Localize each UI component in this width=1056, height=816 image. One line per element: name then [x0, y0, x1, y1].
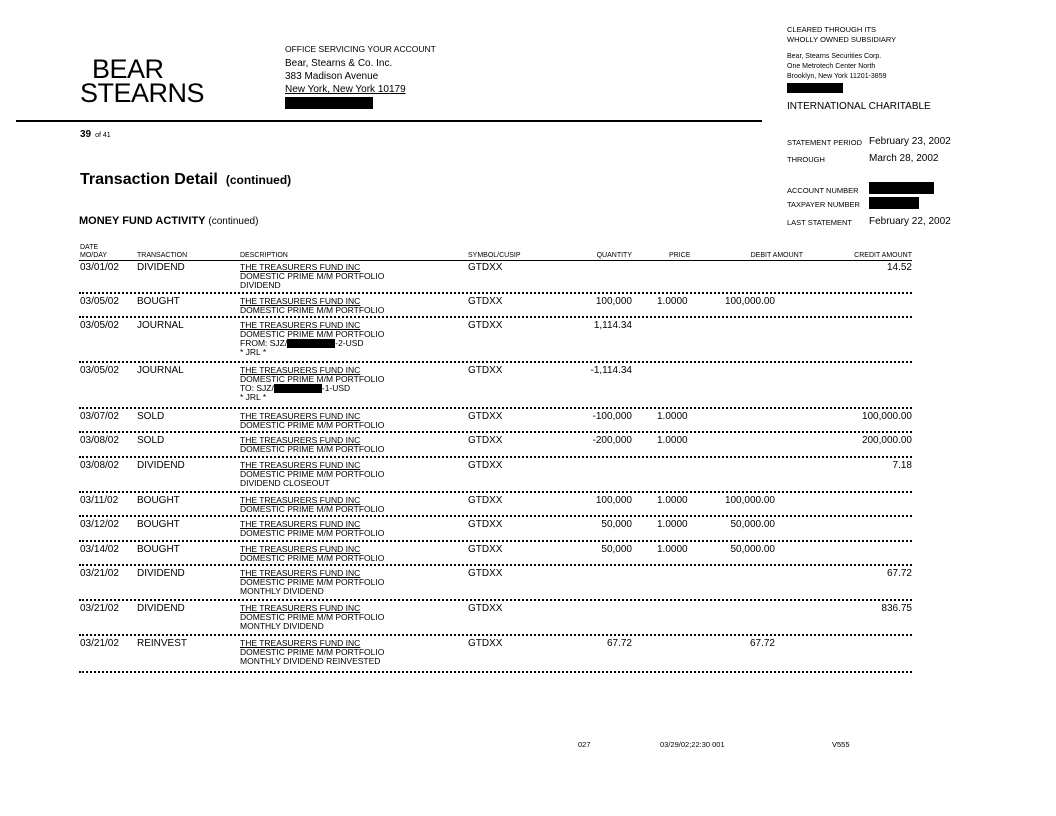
redacted-taxpayer-number	[869, 197, 919, 209]
through-label: THROUGH	[787, 155, 825, 164]
clearing-firm-block	[787, 52, 887, 97]
page-of: of 41	[95, 132, 111, 139]
page-title	[80, 171, 291, 189]
header-underline	[79, 260, 912, 261]
footer-code: 027	[578, 740, 591, 749]
clearing-city: Brooklyn, New York 11201-3859	[787, 73, 887, 80]
row-transaction: DIVIDEND	[137, 262, 185, 273]
row-separator	[79, 599, 912, 601]
row-separator	[79, 540, 912, 542]
row-description	[240, 604, 384, 631]
description-line: * JRL *	[240, 392, 267, 403]
row-description	[240, 436, 384, 454]
row-separator	[79, 491, 912, 493]
description-line: DOMESTIC PRIME M/M PORTFOLIO	[240, 469, 385, 479]
row-price: 1.0000	[657, 519, 688, 530]
description-line: THE TREASURERS FUND INC	[240, 603, 361, 613]
row-credit: 100,000.00	[861, 411, 912, 422]
col-quantity: QUANTITY	[596, 252, 632, 259]
description-line: THE TREASURERS FUND INC	[240, 495, 361, 505]
account-number-label: ACCOUNT NUMBER	[787, 186, 859, 195]
row-quantity: 100,000	[595, 296, 632, 307]
row-separator	[79, 564, 912, 566]
row-symbol: GTDXX	[468, 435, 503, 446]
table-row	[79, 412, 912, 436]
row-symbol: GTDXX	[468, 603, 503, 614]
row-symbol: GTDXX	[468, 296, 503, 307]
row-credit: 7.18	[892, 460, 912, 471]
table-row	[79, 520, 912, 545]
row-symbol: GTDXX	[468, 411, 503, 422]
description-line: DOMESTIC PRIME M/M PORTFOLIO	[240, 612, 385, 622]
description-line: THE TREASURERS FUND INC	[240, 411, 361, 421]
col-transaction: TRANSACTION	[137, 252, 188, 259]
description-line: DOMESTIC PRIME M/M PORTFOLIO	[240, 444, 385, 454]
row-description	[240, 412, 384, 430]
description-line: THE TREASURERS FUND INC	[240, 296, 361, 306]
row-description	[240, 639, 384, 666]
row-separator	[79, 515, 912, 517]
account-name: INTERNATIONAL CHARITABLE	[787, 101, 931, 112]
row-credit: 67.72	[886, 568, 912, 579]
description-line: THE TREASURERS FUND INC	[240, 435, 361, 445]
row-transaction: BOUGHT	[137, 495, 180, 506]
office-name: Bear, Stearns & Co. Inc.	[285, 58, 393, 69]
through-value: March 28, 2002	[869, 153, 939, 164]
row-date: 03/07/02	[80, 411, 119, 422]
table-row	[79, 321, 912, 366]
table-row	[79, 366, 912, 412]
description-line: MONTHLY DIVIDEND REINVESTED	[240, 656, 381, 666]
description-line: DOMESTIC PRIME M/M PORTFOLIO	[240, 553, 385, 563]
description-line: DOMESTIC PRIME M/M PORTFOLIO	[240, 528, 385, 538]
description-line: FROM: SJZ/ -2-USD	[240, 338, 364, 348]
title-text: Transaction Detail	[80, 171, 218, 188]
row-description	[240, 366, 384, 402]
row-date: 03/21/02	[80, 568, 119, 579]
col-symbol: SYMBOL/CUSIP	[468, 252, 521, 259]
description-line: THE TREASURERS FUND INC	[240, 262, 361, 272]
row-transaction: BOUGHT	[137, 544, 180, 555]
section-continued: (continued)	[208, 216, 259, 227]
row-description	[240, 263, 384, 290]
row-date: 03/05/02	[80, 365, 119, 376]
section-title	[79, 215, 258, 227]
col-price: PRICE	[669, 252, 691, 259]
office-block	[285, 43, 436, 113]
col-date: MO/DAY	[80, 252, 108, 259]
description-line: THE TREASURERS FUND INC	[240, 519, 361, 529]
footer-timestamp: 03/29/02;22:30 001	[660, 740, 725, 749]
row-date: 03/05/02	[80, 296, 119, 307]
row-separator	[79, 407, 912, 409]
row-description	[240, 545, 384, 563]
table-row	[79, 297, 912, 321]
row-transaction: BOUGHT	[137, 519, 180, 530]
description-line: MONTHLY DIVIDEND	[240, 621, 324, 631]
taxpayer-label: TAXPAYER NUMBER	[787, 200, 860, 209]
description-line: THE TREASURERS FUND INC	[240, 568, 361, 578]
row-separator	[79, 671, 912, 673]
row-quantity: 1,114.34	[593, 320, 632, 331]
row-price: 1.0000	[657, 411, 688, 422]
row-transaction: JOURNAL	[137, 320, 184, 331]
row-transaction: DIVIDEND	[137, 603, 185, 614]
description-line: * JRL *	[240, 347, 267, 358]
table-row	[79, 604, 912, 639]
col-description: DESCRIPTION	[240, 252, 288, 259]
row-price: 1.0000	[657, 495, 688, 506]
row-transaction: SOLD	[137, 435, 165, 446]
row-debit: 100,000.00	[724, 495, 775, 506]
row-date: 03/08/02	[80, 435, 119, 446]
row-transaction: BOUGHT	[137, 296, 180, 307]
table-row	[79, 496, 912, 520]
row-debit: 50,000.00	[730, 519, 775, 530]
description-line: DOMESTIC PRIME M/M PORTFOLIO	[240, 374, 385, 384]
row-description	[240, 520, 384, 538]
section-text: MONEY FUND ACTIVITY	[79, 215, 206, 227]
description-line: THE TREASURERS FUND INC	[240, 365, 361, 375]
description-line: DIVIDEND	[240, 280, 281, 290]
description-line: DOMESTIC PRIME M/M PORTFOLIO	[240, 305, 385, 315]
row-separator	[79, 456, 912, 458]
row-price: 1.0000	[657, 544, 688, 555]
page-number	[80, 129, 111, 140]
table-row	[79, 461, 912, 496]
row-quantity: 50,000	[601, 519, 632, 530]
logo-line-1: BEAR	[92, 54, 164, 84]
description-line: TO: SJZ/ -1-USD	[240, 383, 351, 393]
row-separator	[79, 361, 912, 363]
row-description	[240, 569, 384, 596]
row-symbol: GTDXX	[468, 262, 503, 273]
redacted-block	[287, 339, 335, 348]
footer-version: V555	[832, 740, 850, 749]
logo-line-2: STEARNS	[80, 78, 205, 108]
description-line: DOMESTIC PRIME M/M PORTFOLIO	[240, 271, 385, 281]
table-row	[79, 436, 912, 461]
row-separator	[79, 292, 912, 294]
row-transaction: DIVIDEND	[137, 568, 185, 579]
row-description	[240, 321, 384, 357]
row-quantity: 67.72	[606, 638, 632, 649]
row-symbol: GTDXX	[468, 365, 503, 376]
col-debit: DEBIT AMOUNT	[750, 252, 803, 259]
period-value: February 23, 2002	[869, 136, 951, 147]
row-debit: 67.72	[749, 638, 775, 649]
office-address: 383 Madison Avenue	[285, 71, 379, 82]
description-line: DOMESTIC PRIME M/M PORTFOLIO	[240, 577, 385, 587]
description-line: THE TREASURERS FUND INC	[240, 460, 361, 470]
row-quantity: -200,000	[592, 435, 632, 446]
office-label: OFFICE SERVICING YOUR ACCOUNT	[285, 44, 436, 54]
description-line: MONTHLY DIVIDEND	[240, 586, 324, 596]
row-quantity: -1,114.34	[590, 365, 632, 376]
row-quantity: 100,000	[595, 495, 632, 506]
description-line: DOMESTIC PRIME M/M PORTFOLIO	[240, 420, 385, 430]
row-symbol: GTDXX	[468, 544, 503, 555]
cleared-line-1: CLEARED THROUGH ITS	[787, 25, 877, 34]
row-credit: 836.75	[881, 603, 912, 614]
col-credit: CREDIT AMOUNT	[854, 252, 912, 259]
period-label: STATEMENT PERIOD	[787, 138, 863, 147]
row-transaction: REINVEST	[137, 638, 188, 649]
row-debit: 100,000.00	[724, 296, 775, 307]
bear-stearns-logo	[80, 54, 205, 108]
row-separator	[79, 431, 912, 433]
table-row	[79, 569, 912, 604]
row-price: 1.0000	[657, 435, 688, 446]
redacted-block	[274, 384, 322, 393]
row-date: 03/05/02	[80, 320, 119, 331]
row-credit: 200,000.00	[861, 435, 912, 446]
row-credit: 14.52	[886, 262, 912, 273]
row-transaction: SOLD	[137, 411, 165, 422]
redacted-account-number	[869, 182, 934, 194]
row-date: 03/21/02	[80, 603, 119, 614]
row-date: 03/01/02	[80, 262, 119, 273]
row-separator	[79, 316, 912, 318]
description-line: DOMESTIC PRIME M/M PORTFOLIO	[240, 647, 385, 657]
row-description	[240, 496, 384, 514]
table-row	[79, 639, 912, 676]
row-description	[240, 461, 384, 488]
row-description	[240, 297, 384, 315]
redacted-block	[787, 83, 843, 93]
row-separator	[79, 634, 912, 636]
clearing-address: One Metrotech Center North	[787, 63, 876, 70]
page-current: 39	[80, 129, 92, 140]
row-quantity: 50,000	[601, 544, 632, 555]
cleared-line-2: WHOLLY OWNED SUBSIDIARY	[787, 35, 897, 44]
description-line: THE TREASURERS FUND INC	[240, 638, 361, 648]
row-date: 03/08/02	[80, 460, 119, 471]
office-city: New York, New York 10179	[285, 84, 406, 95]
row-date: 03/21/02	[80, 638, 119, 649]
row-transaction: DIVIDEND	[137, 460, 185, 471]
description-line: THE TREASURERS FUND INC	[240, 320, 361, 330]
clearing-firm: Bear, Stearns Securities Corp.	[787, 53, 882, 60]
table-row	[79, 545, 912, 569]
row-symbol: GTDXX	[468, 638, 503, 649]
description-line: DIVIDEND CLOSEOUT	[240, 478, 330, 488]
row-symbol: GTDXX	[468, 320, 503, 331]
cleared-through	[787, 25, 896, 45]
row-debit: 50,000.00	[730, 544, 775, 555]
title-continued: (continued)	[225, 173, 292, 187]
row-price: 1.0000	[657, 296, 688, 307]
header-rule	[16, 120, 762, 122]
row-date: 03/12/02	[80, 519, 119, 530]
row-transaction: JOURNAL	[137, 365, 184, 376]
last-statement-label: LAST STATEMENT	[787, 218, 853, 227]
row-symbol: GTDXX	[468, 568, 503, 579]
row-quantity: -100,000	[592, 411, 632, 422]
description-line: THE TREASURERS FUND INC	[240, 544, 361, 554]
last-statement-value: February 22, 2002	[869, 216, 951, 227]
row-symbol: GTDXX	[468, 495, 503, 506]
row-date: 03/11/02	[80, 495, 119, 506]
description-line: DOMESTIC PRIME M/M PORTFOLIO	[240, 329, 385, 339]
row-symbol: GTDXX	[468, 519, 503, 530]
col-date-top: DATE	[80, 244, 99, 251]
description-line: DOMESTIC PRIME M/M PORTFOLIO	[240, 504, 385, 514]
row-date: 03/14/02	[80, 544, 119, 555]
table-row	[79, 263, 912, 297]
row-symbol: GTDXX	[468, 460, 503, 471]
redacted-block	[285, 97, 373, 109]
